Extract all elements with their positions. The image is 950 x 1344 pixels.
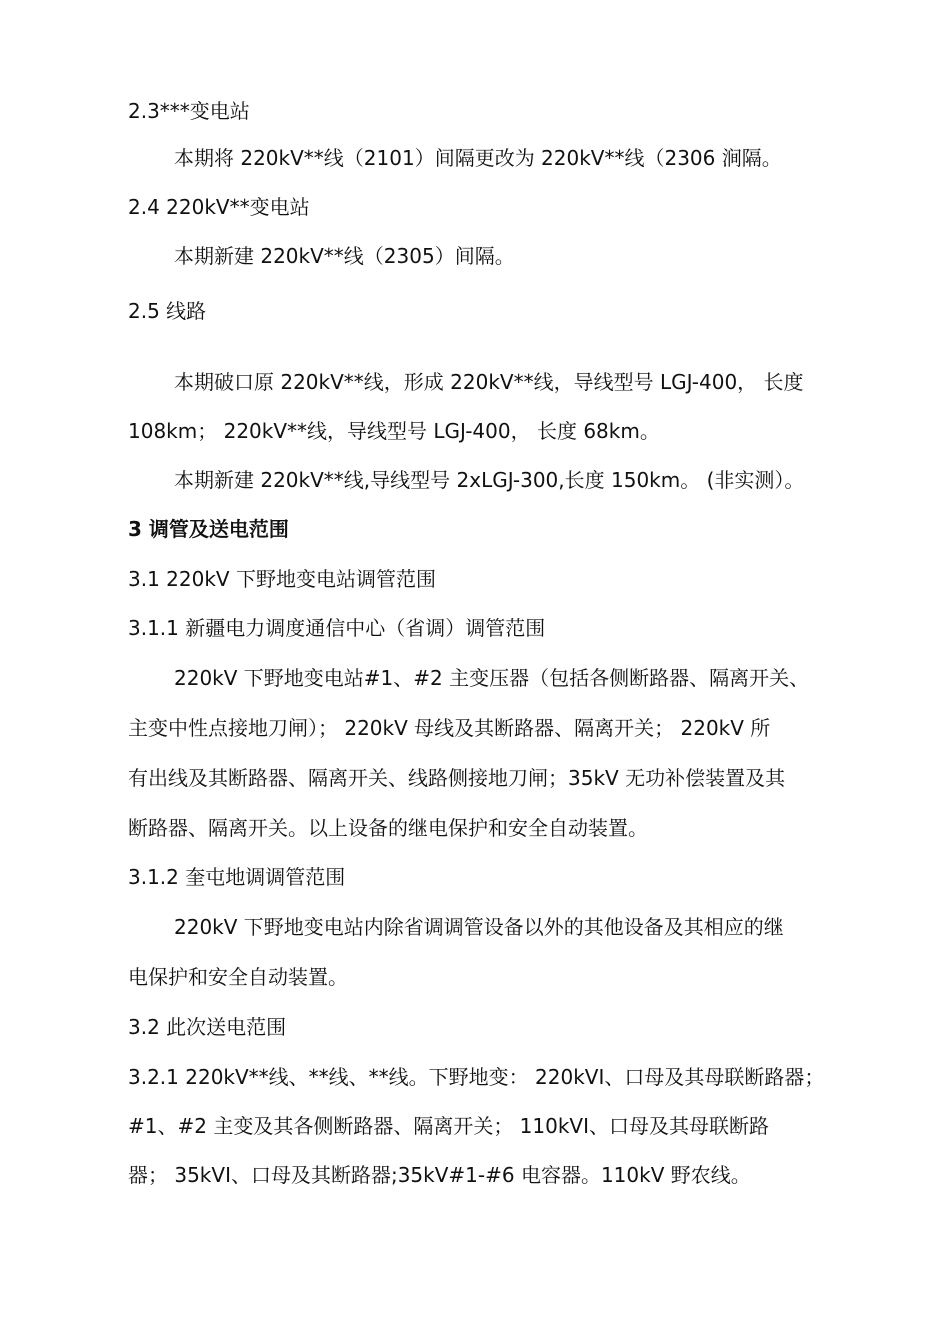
paragraph-2-3: 本期将 220kV**线（2101）间隔更改为 220kV**线（2306 涧隔。 — [174, 146, 782, 170]
paragraph-2-5-line-2: 108km； 220kV**线，导线型号 LGJ-400， 长度 68km。 — [128, 419, 660, 443]
heading-3-2: 3.2 此次送电范围 — [128, 1015, 287, 1039]
paragraph-2-4: 本期新建 220kV**线（2305）间隔。 — [174, 244, 515, 268]
heading-3-1-2: 3.1.2 奎屯地调调管范围 — [128, 865, 346, 889]
paragraph-3-2-1-line-1: 3.2.1 220kV**线、**线、**线。下野地变： 220kVI、口母及其母联断路器； — [128, 1065, 825, 1089]
paragraph-3-1-1-line-4: 断路器、隔离开关。以上设备的继电保护和安全自动装置。 — [128, 816, 648, 840]
heading-2-5: 2.5 线路 — [128, 299, 207, 323]
paragraph-2-5-line-1: 本期破口原 220kV**线，形成 220kV**线，导线型号 LGJ-400， 长度 — [174, 370, 804, 394]
heading-3: 3 调管及送电范围 — [128, 517, 289, 541]
heading-3-1: 3.1 220kV 下野地变电站调管范围 — [128, 567, 436, 591]
heading-3-1-1: 3.1.1 新疆电力调度通信中心（省调）调管范围 — [128, 616, 546, 640]
paragraph-3-1-1-line-1: 220kV 下野地变电站#1、#2 主变压器（包括各侧断路器、隔离开关、 — [174, 666, 810, 690]
paragraph-3-1-1-line-3: 有出线及其断路器、隔离开关、线路侧接地刀闸；35kV 无功补偿装置及其 — [128, 766, 786, 790]
heading-2-3: 2.3***变电站 — [128, 99, 250, 123]
paragraph-3-1-1-line-2: 主变中性点接地刀闸）； 220kV 母线及其断路器、隔离开关； 220kV 所 — [128, 716, 771, 740]
heading-2-4: 2.4 220kV**变电站 — [128, 195, 310, 219]
paragraph-3-2-1-line-3: 器； 35kVI、口母及其断路器;35kV#1-#6 电容器。110kV 野农线。 — [128, 1163, 751, 1187]
paragraph-3-1-2-line-2: 电保护和安全自动装置。 — [128, 965, 348, 989]
paragraph-2-5-line-3: 本期新建 220kV**线,导线型号 2xLGJ-300,长度 150km。 (非实测）。 — [174, 468, 805, 492]
paragraph-3-2-1-line-2: #1、#2 主变及其各侧断路器、隔离开关； 110kVI、口母及其母联断路 — [128, 1114, 770, 1138]
paragraph-3-1-2-line-1: 220kV 下野地变电站内除省调调管设备以外的其他设备及其相应的继 — [174, 915, 784, 939]
